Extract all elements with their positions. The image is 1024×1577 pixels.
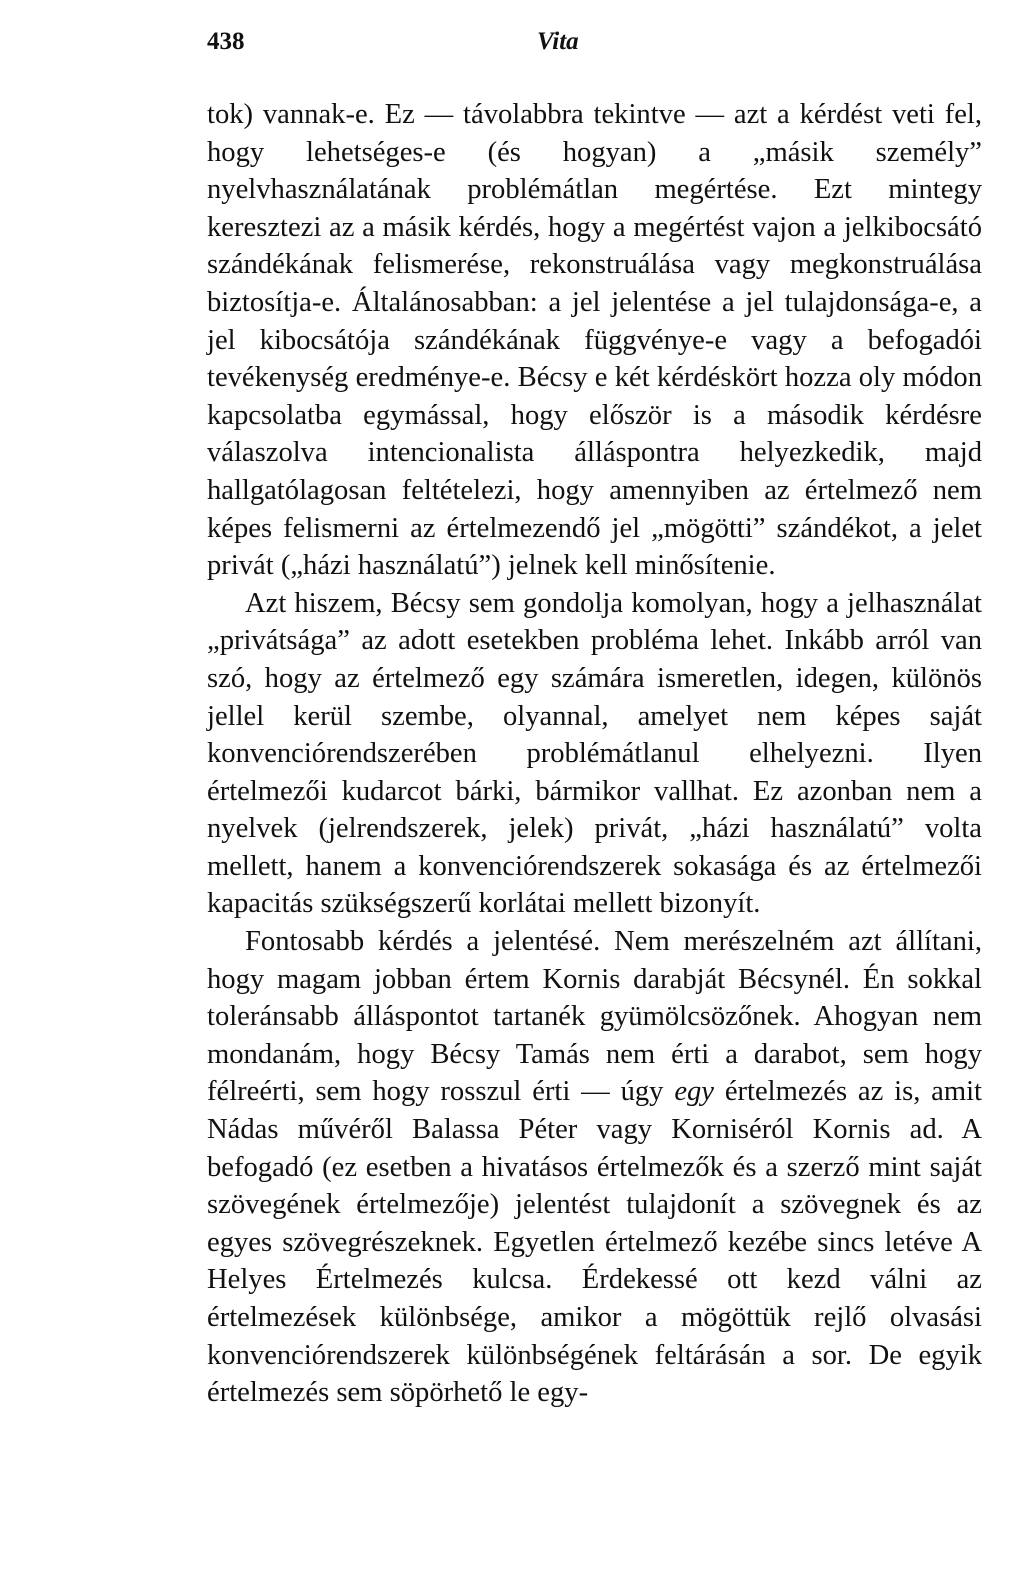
- body-text: [207, 96, 982, 1412]
- paragraph: [207, 923, 982, 1412]
- paragraph-text: Fontosabb kérdés a jelentésé. Nem merészelném azt állítani, hogy magam jobban értem Kornis darabját Bécsynél. Én sokkal toleránsabb álláspontot tartanék gyümölcsözőnek. Ahogyan nem mondanám, hogy Bécsy Tamás nem érti a darabot, sem hogy félreérti, sem hogy rosszul érti — úgy: [207, 926, 982, 1108]
- paragraph-text: értelmezés az is, amit Nádas művéről Balassa Péter vagy Korniséról Kornis ad. A befogadó (ez esetben a hivatásos értelmezők és a szerző mint saját szövegének értelmezője) jelentést tulajdonít a szövegnek és az egyes szövegrészeknek. Egyetlen értelmező kezébe sincs letéve A Helyes Értelmezés kulcsa. Érdekessé ott kezd válni az értelmezések különbsége, amikor a mögöttük rejlő olvasási konvenciórendszerek különbségének feltárásán a sor. De egyik értelmezés sem söpörhető le egy-: [207, 1076, 982, 1409]
- paragraph: [207, 96, 982, 585]
- page-number: 438: [207, 28, 245, 55]
- emphasized-word: egy: [674, 1076, 714, 1108]
- paragraph: [207, 585, 982, 923]
- running-title: Vita: [537, 28, 579, 55]
- paragraph-text: Azt hiszem, Bécsy sem gondolja komolyan, hogy a jelhasználat „privátsága” az adott esetekben probléma lehet. Inkább arról van szó, hogy az értelmező egy számára ismeretlen, idegen, különös jellel kerül szembe, olyannal, amelyet nem képes saját konvenciórendszerében problémátlanul elhelyezni. Ilyen értelmezői kudarcot bárki, bármikor vallhat. Ez azonban nem a nyelvek (jelrendszerek, jelek) privát, „házi használatú” volta mellett, hanem a konvenciórendszerek sokasága és az értelmezői kapacitás szükségszerű korlátai mellett bizonyít.: [207, 587, 982, 920]
- paragraph-text: tok) vannak-e. Ez — távolabbra tekintve — azt a kérdést veti fel, hogy lehetséges-e (és hogyan) a „másik személy” nyelvhasználatának problémátlan megértése. Ezt mintegy keresztezi az a másik kérdés, hogy a megértést vajon a jelkibocsátó szándékának felismerése, rekonstruálása vagy megkonstruálása biztosítja-e. Általánosabban: a jel jelentése a jel tulajdonsága-e, a jel kibocsátója szándékának függvénye-e vagy a befogadói tevékenység eredménye-e. Bécsy e két kérdéskört hozza oly módon kapcsolatba egymással, hogy először is a második kérdésre válaszolva intencionalista álláspontra helyezkedik, majd hallgatólagosan feltételezi, hogy amennyiben az értelmező nem képes felismerni az értelmezendő jel „mögötti” szándékot, a jelet privát („házi használatú”) jelnek kell minősítenie.: [207, 99, 982, 582]
- running-head: [207, 22, 987, 62]
